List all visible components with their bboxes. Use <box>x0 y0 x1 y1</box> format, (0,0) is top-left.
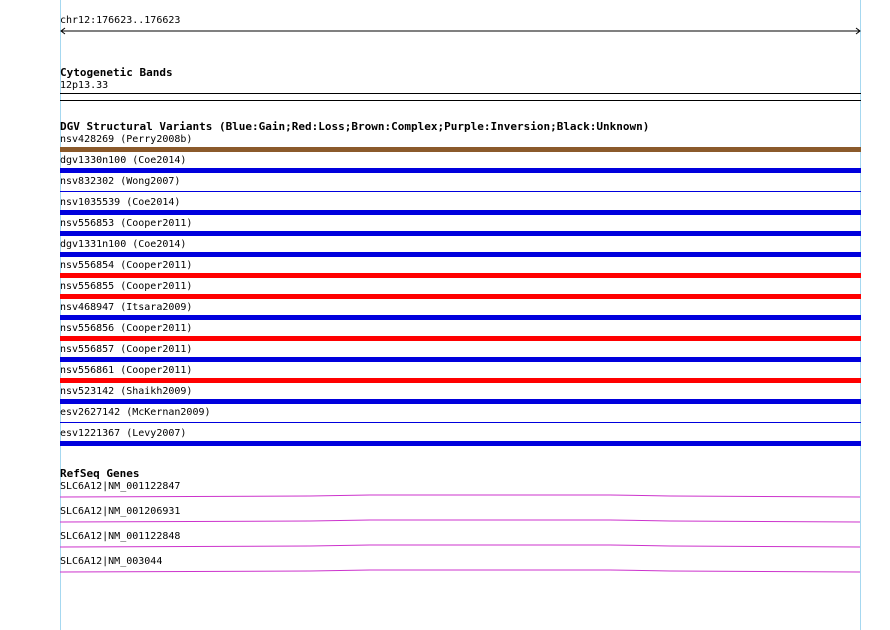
region-ruler <box>60 26 861 36</box>
dgv-variant-bar[interactable] <box>60 191 861 192</box>
dgv-variant-label[interactable]: nsv556861 (Cooper2011) <box>60 365 193 376</box>
cytoband-bar-bottom <box>60 100 861 101</box>
dgv-variant-label[interactable]: nsv832302 (Wong2007) <box>60 176 181 187</box>
dgv-variant-bar[interactable] <box>60 357 861 362</box>
refseq-gene-line[interactable] <box>60 543 861 549</box>
dgv-variant-bar[interactable] <box>60 441 861 446</box>
dgv-variant-bar[interactable] <box>60 252 861 257</box>
dgv-variant-bar[interactable] <box>60 231 861 236</box>
dgv-variant-label[interactable]: nsv1035539 (Coe2014) <box>60 197 181 208</box>
dgv-variant-label[interactable]: dgv1330n100 (Coe2014) <box>60 155 187 166</box>
refseq-gene-label[interactable]: SLC6A12|NM_001122847 <box>60 481 181 492</box>
cytoband-bar-top <box>60 93 861 94</box>
dgv-variant-bar[interactable] <box>60 422 861 423</box>
dgv-variant-label[interactable]: nsv523142 (Shaikh2009) <box>60 386 193 397</box>
refseq-track-title: RefSeq Genes <box>60 467 140 480</box>
dgv-variant-label[interactable]: nsv556854 (Cooper2011) <box>60 260 193 271</box>
dgv-variant-bar[interactable] <box>60 147 861 152</box>
dgv-variant-bar[interactable] <box>60 315 861 320</box>
dgv-variant-bar[interactable] <box>60 294 861 299</box>
dgv-variant-label[interactable]: nsv468947 (Itsara2009) <box>60 302 193 313</box>
cytobands-track-title: Cytogenetic Bands <box>60 66 173 79</box>
dgv-track-title: DGV Structural Variants (Blue:Gain;Red:Loss;Brown:Complex;Purple:Inversion;Black:Unknown) <box>60 120 650 133</box>
refseq-gene-label[interactable]: SLC6A12|NM_003044 <box>60 556 163 567</box>
refseq-gene-label[interactable]: SLC6A12|NM_001206931 <box>60 506 181 517</box>
dgv-variant-label[interactable]: nsv556856 (Cooper2011) <box>60 323 193 334</box>
dgv-variant-label[interactable]: nsv428269 (Perry2008b) <box>60 134 193 145</box>
refseq-gene-line[interactable] <box>60 493 861 499</box>
dgv-variant-bar[interactable] <box>60 210 861 215</box>
dgv-variant-bar[interactable] <box>60 273 861 278</box>
cytoband-label[interactable]: 12p13.33 <box>60 80 109 91</box>
dgv-variant-bar[interactable] <box>60 336 861 341</box>
region-label: chr12:176623..176623 <box>60 15 181 26</box>
dgv-variant-label[interactable]: nsv556855 (Cooper2011) <box>60 281 193 292</box>
dgv-variant-label[interactable]: esv1221367 (Levy2007) <box>60 428 187 439</box>
dgv-variant-label[interactable]: nsv556857 (Cooper2011) <box>60 344 193 355</box>
dgv-variant-label[interactable]: esv2627142 (McKernan2009) <box>60 407 211 418</box>
dgv-variant-label[interactable]: nsv556853 (Cooper2011) <box>60 218 193 229</box>
dgv-variant-bar[interactable] <box>60 168 861 173</box>
dgv-variant-label[interactable]: dgv1331n100 (Coe2014) <box>60 239 187 250</box>
dgv-variant-bar[interactable] <box>60 399 861 404</box>
refseq-gene-line[interactable] <box>60 518 861 524</box>
refseq-gene-label[interactable]: SLC6A12|NM_001122848 <box>60 531 181 542</box>
dgv-variant-bar[interactable] <box>60 378 861 383</box>
refseq-gene-line[interactable] <box>60 568 861 574</box>
